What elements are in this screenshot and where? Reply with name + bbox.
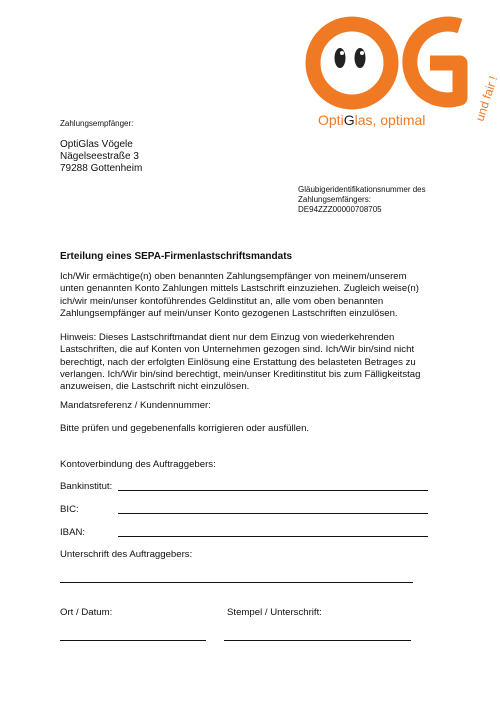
logo-left-eye: [335, 48, 346, 68]
creditor-line2: Zahlungsemfängers:: [298, 195, 371, 204]
place-date-field[interactable]: [60, 640, 206, 641]
account-heading: Kontoverbindung des Auftraggebers:: [60, 459, 216, 470]
creditor-id-block: [298, 185, 426, 215]
para1-line: Ich/Wir ermächtige(n) oben benannten Zahlungsempfänger von meinem/unserem: [60, 271, 407, 282]
recipient-city: 79288 Gottenheim: [60, 163, 143, 174]
logo-right-eye: [355, 48, 366, 68]
mandate-reference-label: Mandatsreferenz / Kundennummer:: [60, 400, 211, 411]
bic-label: BIC:: [60, 504, 79, 515]
para1-line: Zahlungsempfänger auf mein/unser Konto gezogenen Lastschriften einzulösen.: [60, 307, 398, 319]
para2-line: Lastschriften, die auf Konten von Unternehmen gezogen sind. Ich/Wir bin/sind nicht: [60, 344, 415, 356]
authorization-paragraph: [60, 271, 490, 320]
iban-field[interactable]: [118, 536, 428, 537]
creditor-line1: Gläubigeridentifikationsnummer des: [298, 185, 426, 194]
logo-o-ring: [313, 24, 391, 102]
recipient-label: Zahlungsempfänger:: [60, 119, 134, 128]
bank-field[interactable]: [118, 490, 428, 491]
para2-line: berechtigt, nach der erfolgten Einlösung eine Erstattung des belasteten Betrages zu: [60, 356, 416, 368]
bic-field[interactable]: [118, 513, 428, 514]
notice-paragraph: [60, 332, 490, 393]
para1-line: unten genannten Konto Zahlungen mittels Lastschrift einzuziehen. Zugleich weise(n): [60, 283, 419, 295]
document-title: Erteilung eines SEPA-Firmenlastschriftsmandats: [60, 251, 293, 262]
creditor-id: DE94ZZZ00000708705: [298, 205, 382, 214]
signature-field[interactable]: [60, 582, 413, 583]
check-note: Bitte prüfen und gegebenenfalls korrigieren oder ausfüllen.: [60, 423, 310, 434]
optiglas-logo: [300, 0, 500, 135]
stamp-label: Stempel / Unterschrift:: [227, 607, 322, 618]
para1-line: ich/wir mein/unser kontoführendes Geldinstitut an, alle vom oben benannten: [60, 295, 384, 307]
logo-g-letter: [410, 24, 460, 100]
recipient-street: Nägelseestraße 3: [60, 151, 139, 162]
para2-line: verlangen. Ich/Wir bin/sind berechtigt, mein/unser Kreditinstitut bis zum Fälligkeitstag: [60, 368, 421, 380]
para2-line: anzuweisen, die Lastschrift nicht einzulösen.: [60, 381, 250, 393]
signature-label: Unterschrift des Auftraggebers:: [60, 549, 193, 560]
para2-line: Hinweis: Dieses Lastschriftmandat dient nur dem Einzug von wiederkehrenden: [60, 332, 395, 343]
place-date-label: Ort / Datum:: [60, 607, 113, 618]
recipient-name: OptiGlas Vögele: [60, 139, 133, 150]
logo-tagline-vertical: und fair !: [472, 74, 500, 123]
iban-label: IBAN:: [60, 527, 86, 538]
logo-tagline-main: OptiGlas, optimal: [318, 112, 426, 128]
stamp-field[interactable]: [224, 640, 411, 641]
bank-label: Bankinstitut:: [60, 481, 113, 492]
